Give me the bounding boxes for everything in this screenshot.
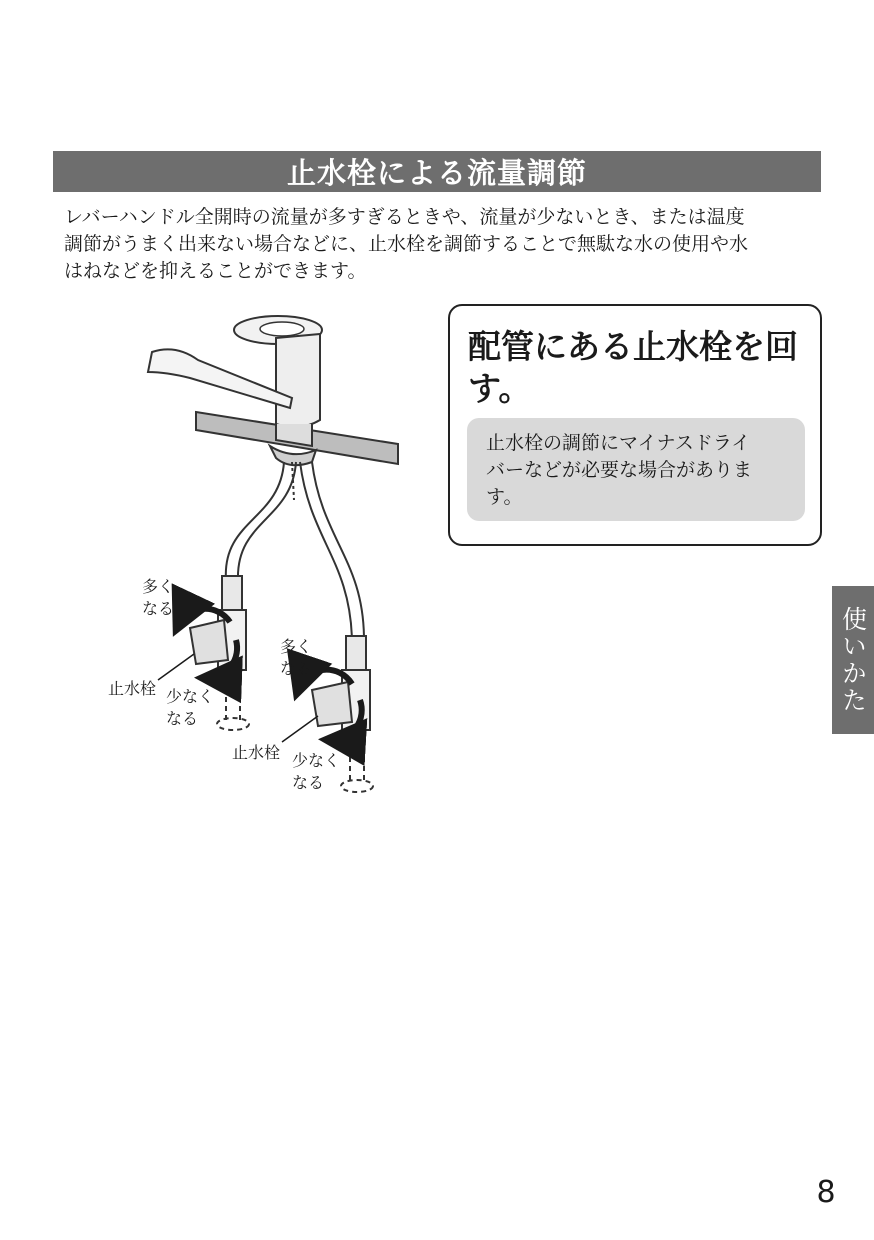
side-tab-usage[interactable] xyxy=(832,586,874,734)
step-heading-line: す。 xyxy=(468,369,532,408)
note-text xyxy=(486,430,796,511)
step-heading-line: 配管にある止水栓を回 xyxy=(468,327,798,366)
left-more-label-2: なる xyxy=(142,599,175,618)
left-less-label-1: 少なく xyxy=(166,687,215,706)
note-box xyxy=(467,418,805,521)
left-more-label-1: 多く xyxy=(142,577,175,596)
intro-line: はねなどを抑えることができます。 xyxy=(64,260,367,282)
left-valve-assembly xyxy=(178,576,249,730)
right-more-label-2: なる xyxy=(280,659,313,678)
right-less-label-1: 少なく xyxy=(292,751,341,770)
page-number: 8 xyxy=(816,1175,836,1210)
intro-line: 調節がうまく出来ない場合などに、止水栓を調節することで無駄な水の使用や水 xyxy=(64,233,749,255)
right-more-label-1: 多く xyxy=(280,637,313,656)
left-valve-label: 止水栓 xyxy=(108,679,157,698)
faucet-body xyxy=(148,316,322,465)
note-line: バーなどが必要な場合がありま xyxy=(486,459,753,481)
left-valve-leader xyxy=(158,654,194,680)
right-valve-leader xyxy=(282,716,318,742)
right-less-label-2: なる xyxy=(292,773,325,792)
left-less-label-2: なる xyxy=(166,709,199,728)
faucet-valve-illustration xyxy=(0,0,440,820)
intro-line: レバーハンドル全開時の流量が多すぎるときや、流量が少ないとき、または温度 xyxy=(64,206,745,228)
note-line: 止水栓の調節にマイナスドライ xyxy=(486,432,751,454)
right-valve-label: 止水栓 xyxy=(232,743,281,762)
section-title: 止水栓による流量調節 xyxy=(286,156,587,190)
note-line: す。 xyxy=(486,486,523,508)
side-tab-label: 使いかた xyxy=(838,606,868,714)
step-box xyxy=(448,304,822,546)
step-heading xyxy=(468,326,813,410)
